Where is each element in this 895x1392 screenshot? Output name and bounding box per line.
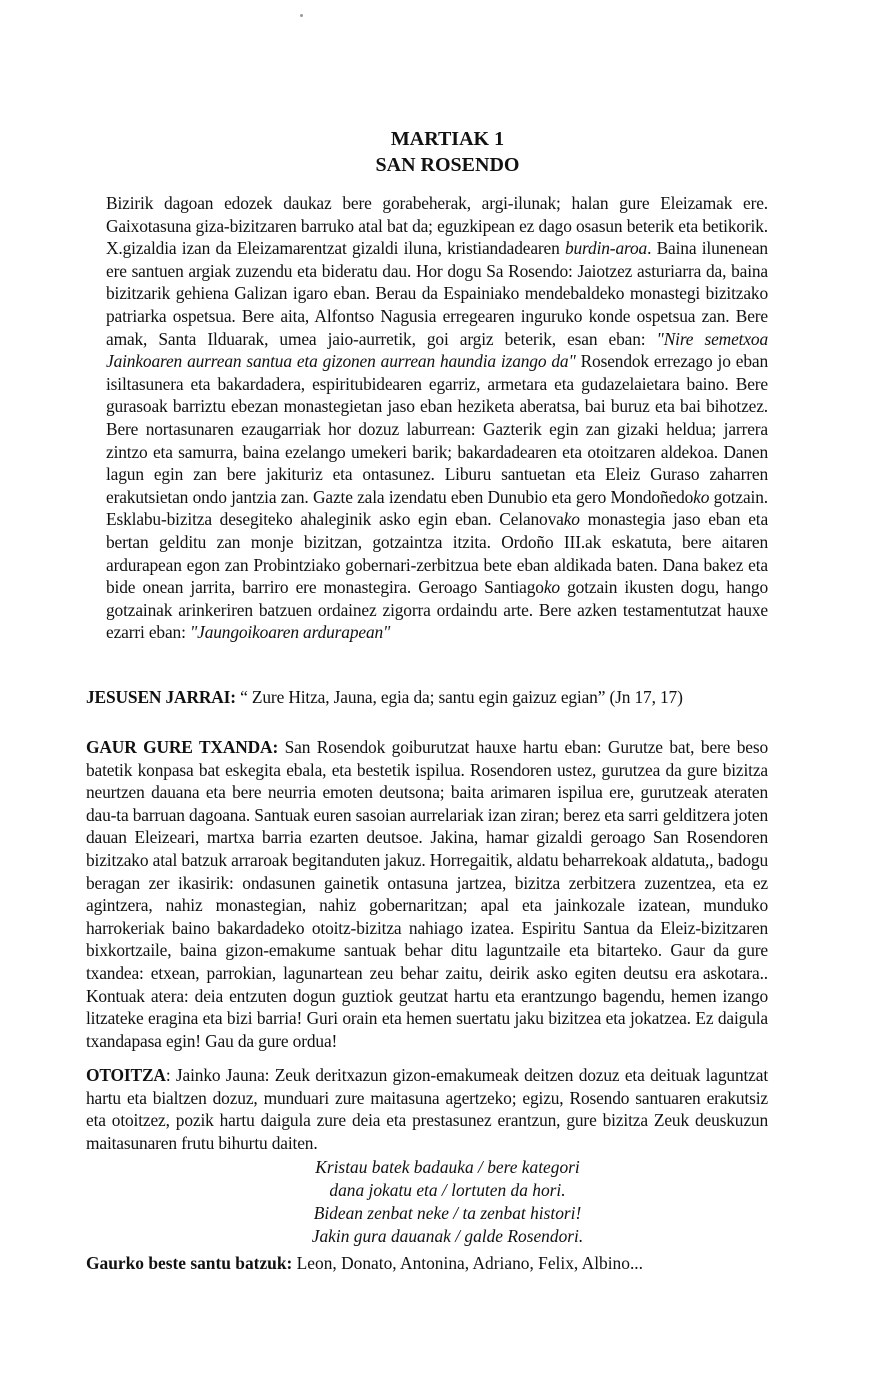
page-title [0, 126, 895, 178]
other-saints-text: Leon, Donato, Antonina, Adriano, Felix, Albino... [292, 1253, 643, 1273]
poem-line: Jakin gura dauanak / galde Rosendori. [311, 1226, 584, 1246]
intro-italic-suffix-2: ko [563, 509, 580, 530]
otoitza-section [86, 1064, 768, 1154]
saint-heading: SAN ROSENDO [375, 154, 520, 176]
scan-speck [300, 14, 303, 17]
poem-line: dana jokatu eta / lortuten da hori. [329, 1180, 566, 1200]
intro-quote-mother: "Nire semetxoa Jainkoaren aurrean santua eta gizonen aurrean haundia izango da" [106, 328, 768, 372]
jesusen-label: JESUSEN JARRAI: [86, 687, 236, 707]
intro-text-5: monastegia jaso eban eta bertan gelditu zan monje bizitzan, gotzaintza itzita. Ordoño III.ak eskatuta, bere aitaren ardurapean egon zan Probintziako gobernari-zerbitzua bete eban aldikada baten. Dana bakez eta bide onean jarrita, barriro ere monastegira. Geroago Santiago [106, 509, 769, 598]
gaur-text: San Rosendok goiburutzat hauxe hartu eban: Gurutze bat, bere beso batetik konpasa bat eskegita ebala, eta bestetik ispilua. Rosendoren ustez, gurutzea da gure bizitza neurtzen dauana eta bere neurria emoten deutsona; baita arimaren ispilua ere, gurutzeak ateraten dau-ta barruan dagoana. Santuak euren sasoian aurrelariak izan ziran; berez eta sarri gelditzera joten dauan Eleizeari, martxa barria ezarten deutsoe. Jakina, hamar gizaldi geroago San Rosendoren bizitzako atal batzuk arraroak begitanduten jakuz. Horregaitik, aldatu beharrekoak aldatuta,, badogu beragan zer ikasirik: ondasunen gainetik ontasuna jartzea, bizitza zerbitzera zuzentzea, eta ez agintzera, nahiz monastegian, nahiz gobernaritzan; apal eta jainkozale izatean, munduko harrokeriak baino bakardadeko otoitz-bizitza nahiago izatea. Espiritu Santua da Eleiz-bizitzaren bixkortzaile, baina gizon-emakume santuak behar ditu laguntzaile eta bitarteko. Gaur da gure txandea: etxean, parrokian, lagunartean zeu behar zaitu, deirik asko egiten deutsu era askotara.. Kontuak atera: deia entzuten dogun guztiok geutzat hartu eta erantzungo bagendu, hemen izango litzateke eragina eta bizi barria! Guri orain eta hemen suertatu jaku bizitzea eta jokatzea. Ez daigula txandapasa egin! Gau da gure ordua! [86, 737, 769, 1051]
intro-text-4: gotzain. Esklabu-bizitza desegiteko ahaleginik asko egin eban. Celanova [106, 486, 768, 530]
intro-text-6: gotzain ikusten dogu, hango gotzainak arinkeriren batzuen ordainez zigorra ordaindu arte. Bere azken testamentutzat hauxe ezarri eban: [106, 577, 768, 643]
gaur-label: GAUR GURE TXANDA: [86, 737, 279, 757]
poem-verse [0, 1156, 895, 1248]
intro-italic-1: burdin-aroa [564, 238, 648, 259]
intro-italic-suffix-1: ko [693, 486, 710, 507]
intro-text-1: Bizirik dagoan edozek daukaz bere gorabeherak, argi-ilunak; halan gure Eleizamak ere. Gaixotasuna giza-bizitzaren barruko atal bat da; eguzkipean ez dago osasun beterik eta betikorik. X.gizaldia izan da Eleizamarentzat gizaldi iluna, kristiandadearen [106, 193, 768, 259]
gaur-gure-txanda-section [86, 736, 768, 1052]
jesusen-jarrai-section [86, 686, 768, 709]
intro-text-2: . Baina ilunenean ere santuen argiak zuzendu eta bideratu dau. Hor dogu Sa Rosendo: Jaiotzez asturiarra da, baina bizitzarik gehiena Galizan igaro eban. Berau da Espainiako mendebaldeko monastegi bizitzako patriarka ospetsua. Bere aita, Alfontso Nagusia erregearen inguruko konde ospetsua zan. Bere amak, Santa Ilduarak, umea jaio-aurretik, goi argiz beterik, esan eban: [106, 238, 768, 349]
intro-quote-testament: "Jaungoikoaren ardurapean" [189, 622, 391, 643]
other-saints-line [86, 1252, 786, 1275]
poem-line: Kristau batek badauka / bere kategori [315, 1157, 580, 1177]
date-heading: MARTIAK 1 [390, 128, 505, 150]
other-saints-label: Gaurko beste santu batzuk: [86, 1253, 293, 1273]
intro-text-3: Rosendok errezago jo eban isiltasunera eta bakardadera, espiritubidearen egarriz, armetara eta gudazelaietara baino. Bere gurasoak barriztu ebezan monastegietan jaso eban heziketa aberatsa, bai buruz eta bai bihotzez. Bere nortasunaren ezaugarriak hor dozuz laburrean: Gazterik egin zan gizaki heldua; jarrera zintzo eta samurra, baina ezelango umekeri barik; bakardadearen eta otoitzaren aldekoa. Danen lagun egin zan bere jakituriz eta ontasunez. Liburu santuetan eta Eleiz Guraso zaharren erakutsietan ondo jantzia zan. Gazte zala izendatu eben Dunubio eta gero Mondoñedo [106, 351, 768, 507]
jesusen-text: “ Zure Hitza, Jauna, egia da; santu egin gaizuz egian” (Jn 17, 17) [235, 687, 683, 707]
otoitza-text: : Jainko Jauna: Zeuk deritxazun gizon-emakumeak deitzen dozuz eta deituak laguntzat hartu eta bialtzen dozuz, munduari zure maitasuna agertzeko; egizu, Rosendo santuaren erakutsiz eta otoitzez, pozik hartu daigula zure deia eta prestasunez erantzun, gure bizitza Zeuk deuskuzun maitasunaren frutu bihurtu daiten. [86, 1065, 768, 1153]
poem-line: Bidean zenbat neke / ta zenbat histori! [313, 1203, 582, 1223]
otoitza-label: OTOITZA [86, 1065, 166, 1085]
intro-italic-suffix-3: ko [543, 577, 560, 598]
biography-paragraph [106, 192, 768, 644]
